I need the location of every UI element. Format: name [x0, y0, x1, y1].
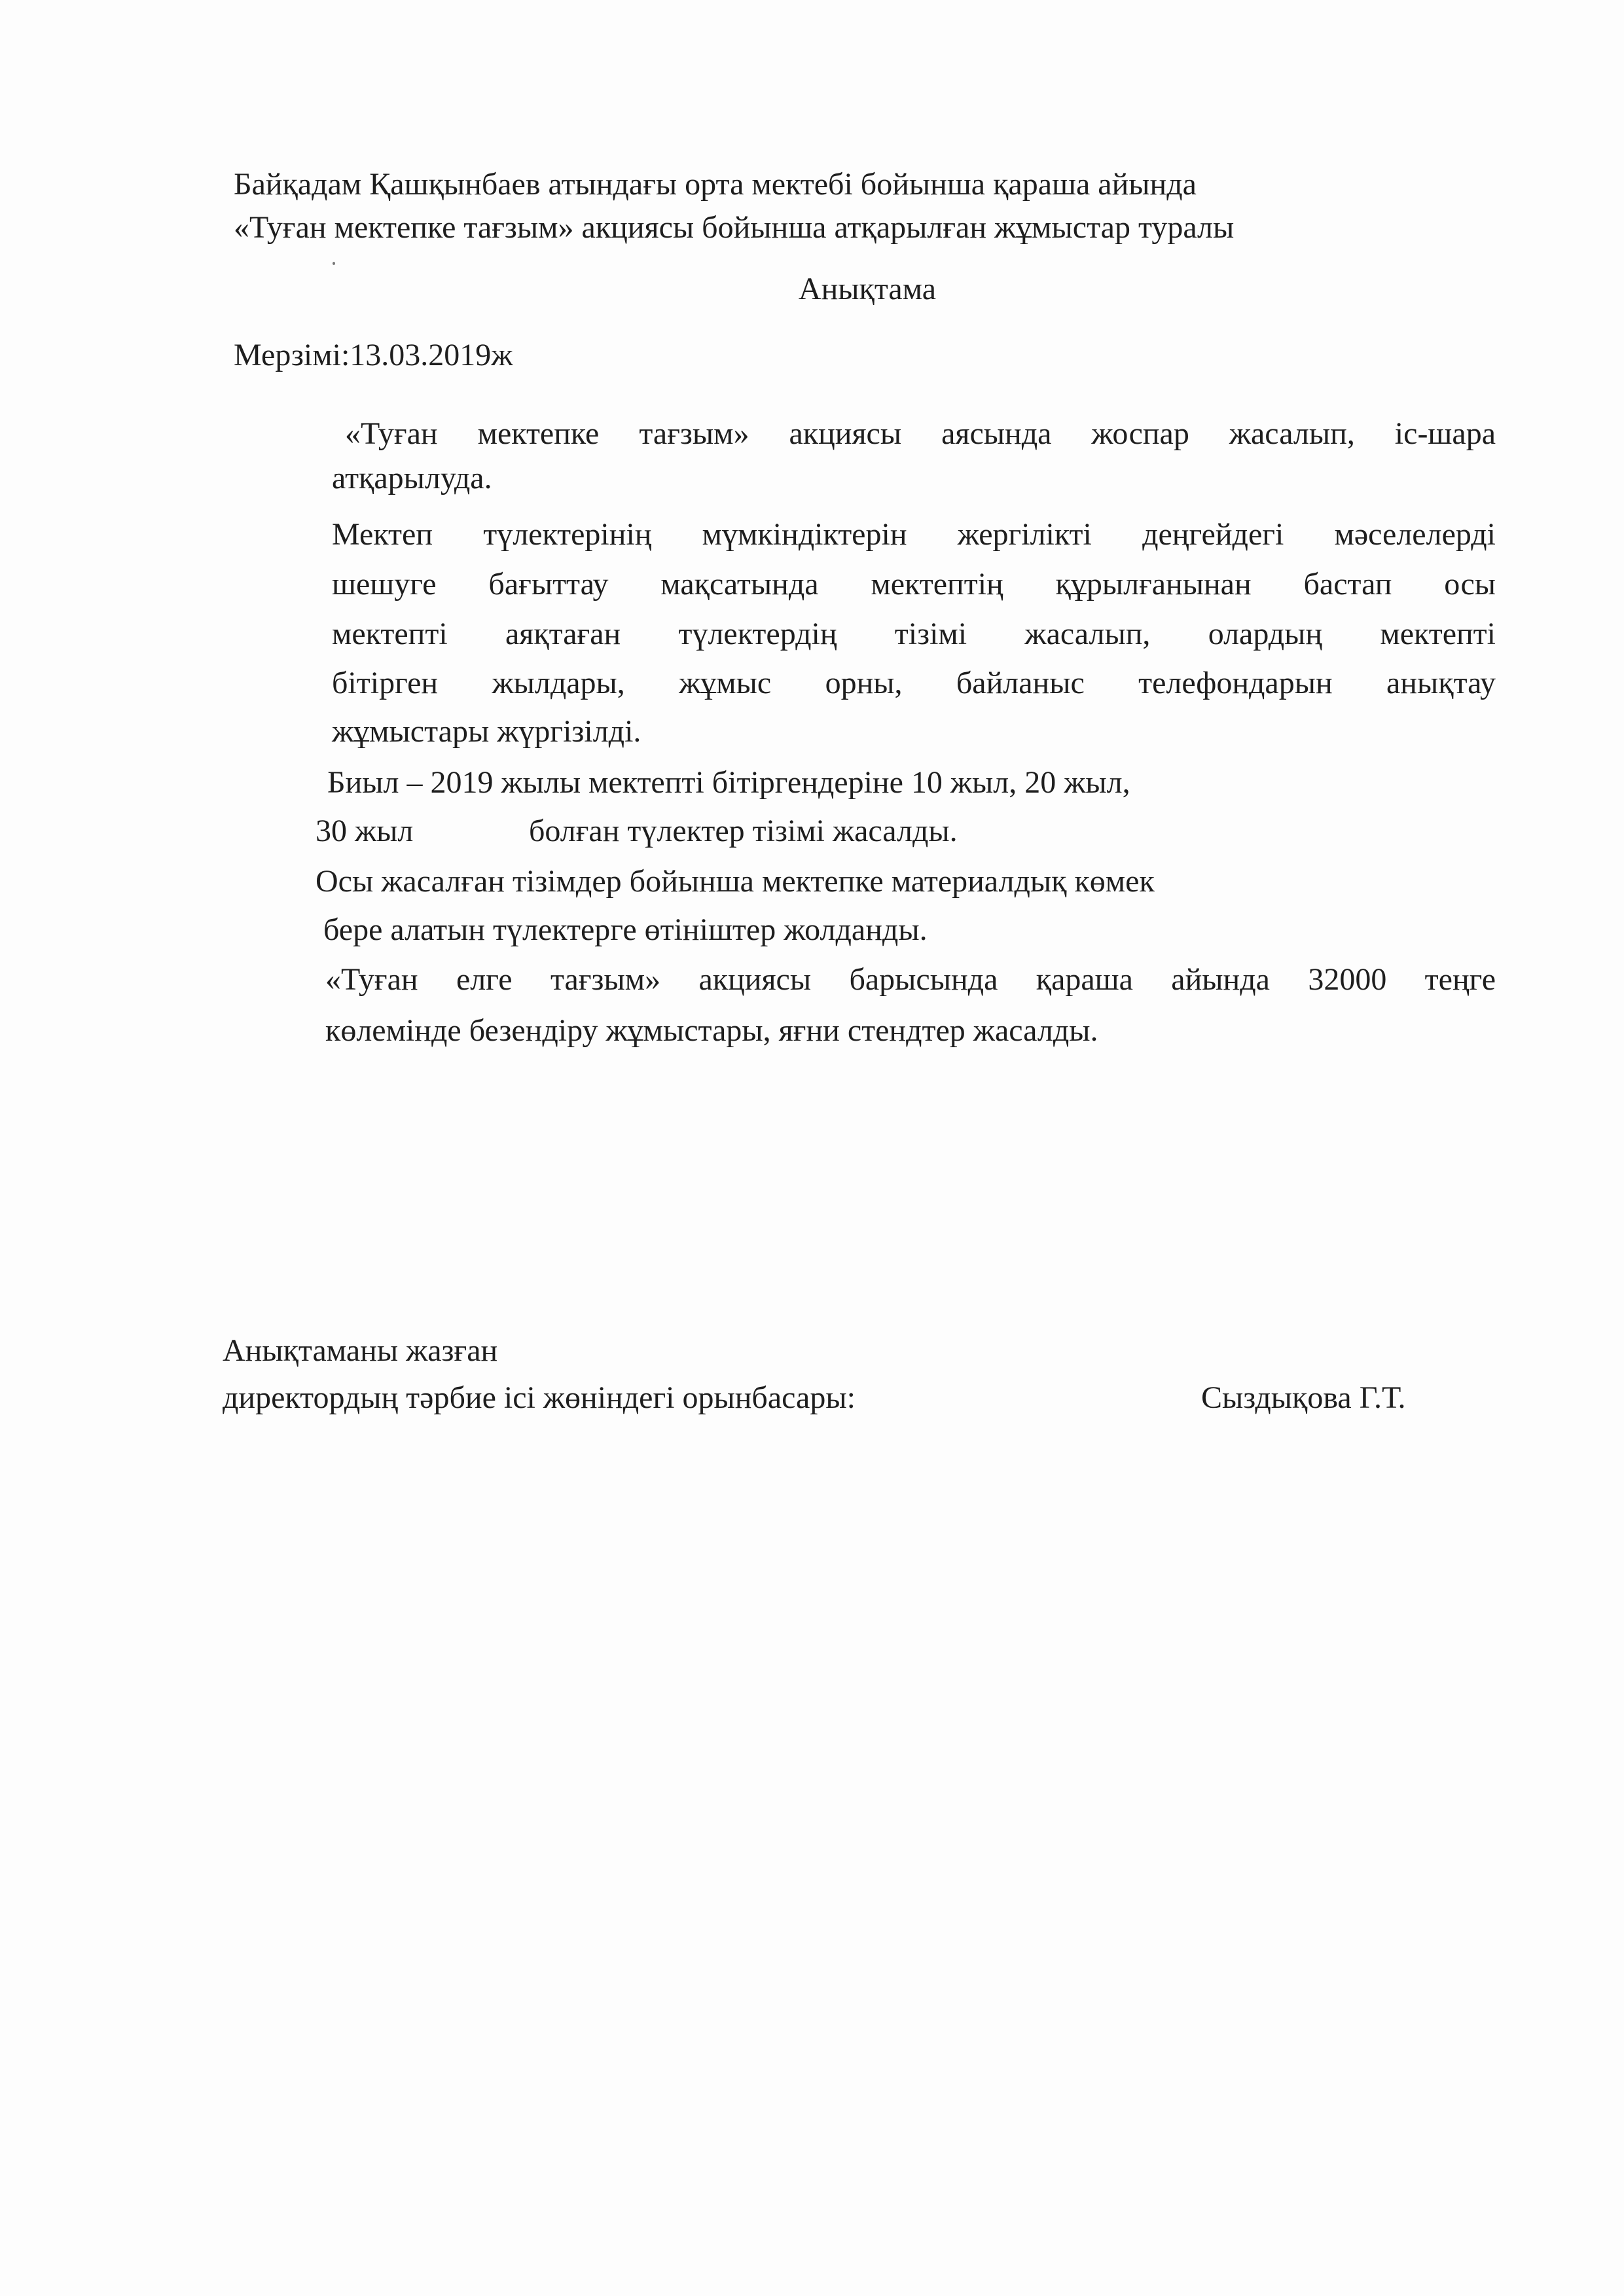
signature-name: Сыздықова Г.Т. [1201, 1380, 1406, 1415]
body-line: бере алатын түлектерге өтініштер жолданды. [323, 912, 928, 947]
signature-caption-line-2: директордың тәрбие ісі жөніндегі орынбасары: [223, 1380, 856, 1415]
body-line: жұмыстары жүргізілді. [332, 714, 641, 749]
scan-speck [333, 262, 335, 265]
body-line: Биыл – 2019 жылы мектепті бітіргендеріне 10 жыл, 20 жыл, [327, 765, 1130, 800]
body-line: Осы жасалған тізімдер бойынша мектепке материалдық көмек [316, 864, 1155, 899]
body-line-fragment: болған түлектер тізімі жасалды. [529, 814, 958, 848]
body-line: бітірген жылдары, жұмыс орны, байланыс телефондарын анықтау [332, 666, 1496, 700]
header-line-1: Байқадам Қашқынбаев атындағы орта мектебі бойынша қараша айында [234, 167, 1197, 202]
document-date: Мерзімі:13.03.2019ж [234, 338, 513, 372]
body-line: көлемінде безендіру жұмыстары, яғни стендтер жасалды. [325, 1013, 1098, 1048]
body-line: «Туған елге тағзым» акциясы барысында қараша айында 32000 теңге [325, 962, 1496, 997]
body-line: мектепті аяқтаған түлектердің тізімі жасалып, олардың мектепті [332, 617, 1496, 651]
body-line-fragment: 30 жыл [316, 814, 414, 848]
document-title: Анықтама [798, 272, 937, 306]
body-line: шешуге бағыттау мақсатында мектептің құрылғанынан бастап осы [332, 567, 1496, 601]
header-line-2: «Туған мектепке тағзым» акциясы бойынша атқарылған жұмыстар туралы [234, 210, 1235, 245]
body-line: атқарылуда. [332, 461, 492, 495]
body-line: Мектеп түлектерінің мүмкіндіктерін жергілікті деңгейдегі мәселелерді [332, 517, 1496, 552]
signature-caption-line-1: Анықтаманы жазған [223, 1333, 498, 1368]
body-line: «Туған мектепке тағзым» акциясы аясында жоспар жасалып, іс-шара [345, 416, 1496, 451]
